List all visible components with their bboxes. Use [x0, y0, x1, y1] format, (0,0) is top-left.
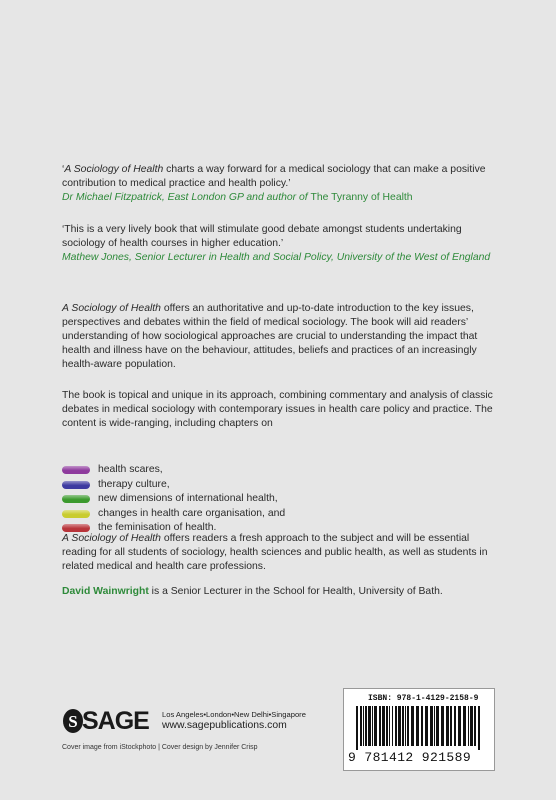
barcode-bar [425, 706, 428, 746]
barcode-bar [398, 706, 401, 746]
barcode-bar [411, 706, 414, 746]
closing-paragraph: A Sociology of Health offers readers a fresh approach to the subject and will be essential reading for all students of sociology, health sciences and public health, as well as students in related medical and health care professions. [62, 533, 488, 572]
publisher-name: SAGE [82, 707, 149, 735]
chapter-item-label: changes in health care organisation, and [98, 507, 286, 519]
endorsement-2 [62, 223, 500, 265]
book-title-ref: A Sociology of Health [64, 164, 164, 175]
barcode-bar [360, 706, 362, 746]
barcode-bar [363, 706, 364, 746]
author-name: David Wainwright [62, 586, 149, 597]
bullet-bar-icon [62, 510, 90, 518]
barcode-bar [470, 706, 473, 746]
chapter-item-label: health scares, [98, 464, 163, 475]
publisher-cities: Los Angeles•London•New Delhi•Singapore [162, 710, 306, 719]
chapter-item [62, 507, 482, 522]
isbn-barcode [343, 688, 495, 771]
barcode-bar [402, 706, 404, 746]
bullet-bar-icon [62, 481, 90, 489]
barcode-bar [421, 706, 423, 746]
barcode-bar [392, 706, 393, 746]
barcode-bar [407, 706, 409, 746]
barcode-bar [474, 706, 476, 746]
barcode-bar [382, 706, 385, 746]
barcode-bar [463, 706, 466, 746]
chapter-item [62, 463, 482, 478]
barcode-bar [374, 706, 377, 746]
bullet-bar-icon [62, 524, 90, 532]
author-bio: David Wainwright is a Senior Lecturer in the School for Health, University of Bath. [62, 586, 443, 597]
bullet-bar-icon [62, 466, 90, 474]
barcode-bar [405, 706, 406, 746]
chapter-item [62, 492, 482, 507]
bullet-bar-icon [62, 495, 90, 503]
isbn-label: ISBN: 978-1-4129-2158-9 [368, 694, 479, 703]
barcode-bar [386, 706, 388, 746]
barcode-bar [368, 706, 371, 746]
barcode-bar [446, 706, 449, 746]
topical-paragraph: The book is topical and unique in its approach, combining commentary and analysis of classic debates in medical sociology with contemporary issues in health care policy and practice. The content is wide-ranging, including chapters on [62, 390, 493, 429]
endorsement-1-source: Dr Michael Fitzpatrick, East London GP and author of The Tyranny of Health [62, 192, 413, 203]
chapter-item-label: therapy culture, [98, 478, 170, 490]
intro-paragraph: A Sociology of Health offers an authoritative and up-to-date introduction to the key issues, perspectives and debates within the field of medical sociology. The book will aid readers’ understanding of how sociological approaches are crucial to understanding the impact that health and illness have on the behaviour, attitudes, beliefs and practices of an increasingly health-aware population. [62, 303, 478, 370]
barcode-bar [434, 706, 435, 746]
barcode-bar [454, 706, 456, 746]
publisher-logo [62, 706, 312, 736]
barcode-bar [395, 706, 397, 746]
chapter-item-label: the feminisation of health. [98, 522, 217, 533]
barcode-bar [458, 706, 461, 746]
endorsement-2-source: Mathew Jones, Senior Lecturer in Health and Social Policy, University of the West of England [62, 252, 491, 263]
book-title-ref: A Sociology of Health [62, 533, 161, 544]
barcode-bar [441, 706, 444, 746]
endorsement-1-text: ‘A Sociology of Health charts a way forward for a medical sociology that can make a positive contribution to medical practice and health policy.’ [62, 164, 486, 189]
barcode-bar [389, 706, 390, 746]
book-title-ref: A Sociology of Health [62, 303, 161, 314]
chapter-item-label: new dimensions of international health, [98, 493, 278, 504]
barcode-bar [416, 706, 419, 746]
barcode-bar [365, 706, 367, 746]
barcode-bar [468, 706, 469, 746]
barcode-bar [372, 706, 373, 746]
publisher-url: www.sagepublications.com [162, 720, 287, 731]
endorsement-1 [62, 163, 500, 205]
chapter-item [62, 478, 482, 493]
barcode-bar [379, 706, 381, 746]
barcode-digits: 9 781412 921589 [348, 750, 472, 765]
barcode-icon [356, 706, 482, 750]
barcode-bar [430, 706, 433, 746]
barcode-bar [436, 706, 439, 746]
chapter-list [62, 463, 482, 536]
barcode-bar [478, 706, 480, 750]
cover-credits: Cover image from iStockphoto | Cover design by Jennifer Crisp [62, 744, 258, 751]
barcode-bar [450, 706, 452, 746]
endorsement-2-text: ‘This is a very lively book that will stimulate good debate amongst students undertaking sociology of health courses in higher education.’ [62, 224, 462, 249]
barcode-bar [356, 706, 358, 750]
svg-text:S: S [68, 712, 78, 731]
sage-s-icon [62, 708, 84, 734]
